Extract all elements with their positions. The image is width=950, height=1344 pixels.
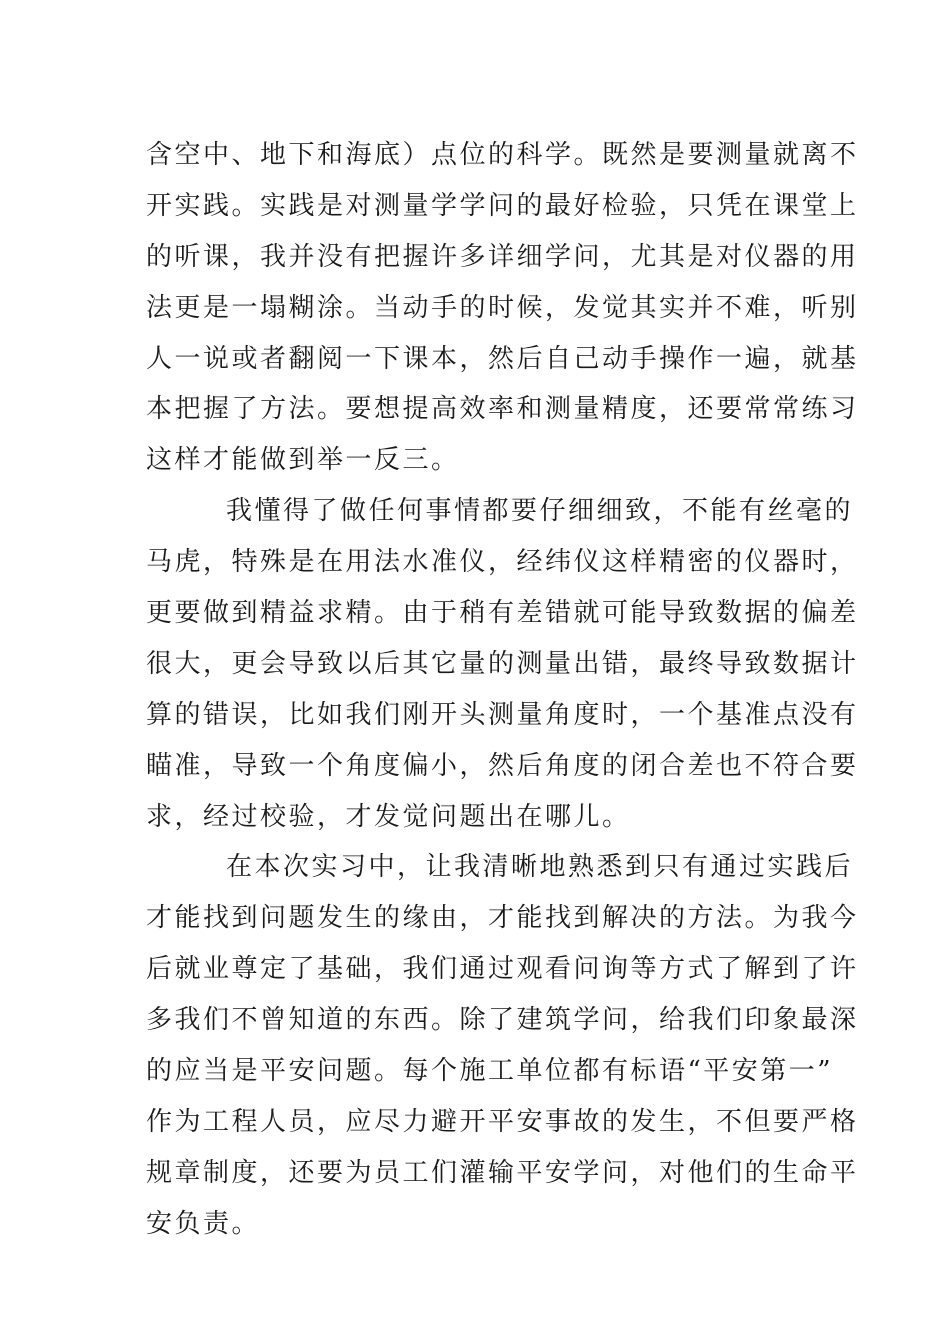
paragraph-1 xyxy=(146,130,859,486)
text-line: 后就业尊定了基础，我们通过观看问询等方式了解到了许 xyxy=(146,954,859,985)
paragraph-2 xyxy=(146,486,859,842)
text-line: 的应当是平安问题。每个施工单位都有标语“平安第一” xyxy=(146,1056,834,1087)
text-line: 含空中、地下和海底）点位的科学。既然是要测量就离不 xyxy=(146,140,859,170)
paragraph-3 xyxy=(146,842,859,1249)
text-line: 才能找到问题发生的缘由，才能找到解决的方法。为我今 xyxy=(146,903,859,934)
text-line: 法更是一塌糊涂。当动手的时候，发觉其实并不难，听别 xyxy=(146,292,859,323)
text-line: 我懂得了做任何事情都要仔细细致，不能有丝毫的 xyxy=(226,496,854,527)
text-line: 瞄准，导致一个角度偏小，然后角度的闭合差也不符合要 xyxy=(146,750,859,781)
text-line: 人一说或者翻阅一下课本，然后自己动手操作一遍，就基 xyxy=(146,343,859,374)
text-line: 求，经过校验，才发觉问题出在哪儿。 xyxy=(146,801,631,832)
text-line: 开实践。实践是对测量学学问的最好检验，只凭在课堂上 xyxy=(146,190,859,221)
document-body xyxy=(146,130,859,1250)
text-line: 本把握了方法。要想提高效率和测量精度，还要常常练习 xyxy=(146,394,859,425)
text-line: 这样才能做到举一反三。 xyxy=(146,445,460,476)
text-line: 安负责。 xyxy=(146,1208,261,1239)
text-line: 规章制度，还要为员工们灌输平安学问，对他们的生命平 xyxy=(146,1157,859,1188)
text-line: 的听课，我并没有把握许多详细学问，尤其是对仪器的用 xyxy=(146,241,859,272)
text-line: 很大，更会导致以后其它量的测量出错，最终导致数据计 xyxy=(146,648,859,679)
text-line: 更要做到精益求精。由于稍有差错就可能导致数据的偏差 xyxy=(146,598,859,629)
text-line: 多我们不曾知道的东西。除了建筑学问，给我们印象最深 xyxy=(146,1005,859,1036)
text-line: 在本次实习中，让我清晰地熟悉到只有通过实践后 xyxy=(226,852,854,883)
text-line: 算的错误，比如我们刚开头测量角度时，一个基准点没有 xyxy=(146,699,859,730)
text-line: 作为工程人员，应尽力避开平安事故的发生，不但要严格 xyxy=(146,1106,859,1137)
text-line: 马虎，特殊是在用法水准仪，经纬仪这样精密的仪器时， xyxy=(146,547,859,578)
